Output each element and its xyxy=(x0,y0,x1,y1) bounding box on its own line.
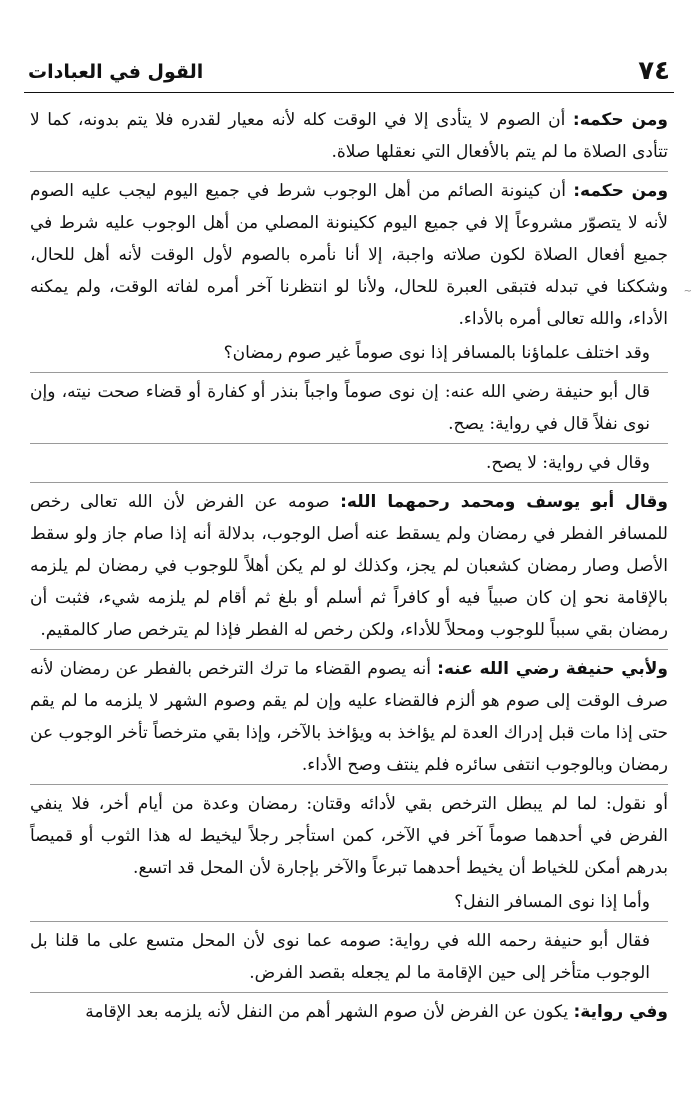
paragraph-lead: وقال أبو يوسف ومحمد رحمهما الله: xyxy=(340,492,668,512)
paragraph-separator xyxy=(30,171,668,172)
paragraph-10 xyxy=(30,925,668,989)
paragraph-text: وقال في رواية: لا يصح. xyxy=(485,453,650,473)
paragraph-lead: ومن حكمه: xyxy=(572,110,668,130)
paragraph-text: أن الصوم لا يتأدى إلا في الوقت كله لأنه معيار لقدره فلا يتم بدونه، كما لا تتأدى الصلاة ما لم يتم بالأفعال التي نعقلها صلاة. xyxy=(30,110,668,162)
paragraph-separator xyxy=(30,784,668,785)
paragraph-text: وأما إذا نوى المسافر النفل؟ xyxy=(454,892,650,912)
paragraph-11 xyxy=(30,996,668,1028)
paragraph-separator xyxy=(30,482,668,483)
running-title: القول في العبادات xyxy=(28,61,204,83)
header-rule xyxy=(24,92,674,93)
paragraph-text: وقد اختلف علماؤنا بالمسافر إذا نوى صوماً غير صوم رمضان؟ xyxy=(223,343,650,363)
paragraph-text: أو نقول: لما لم يبطل الترخص بقي لأدائه وقتان: رمضان وعدة من أيام أخر، فلا ينفي الفرض في أحدهما صوماً آخر في الآخر، كمن استأجر رجلاً ليخيط له هذا الثوب أو قميصاً بدرهم أمكن للخياط أن يخيط أحدهما تبرعاً والآخر بإجارة لأن المحل قد اتسع. xyxy=(30,794,668,878)
paragraph-text: صومه عن الفرض لأن الله تعالى رخص للمسافر الفطر في رمضان ولم يسقط عنه أصل الوجوب، بدلالة أنه إذا صام جاز ولو سقط الأصل وصار رمضان كشعبان لم يجز، وكذلك لو لم يكن أهلاً للوجوب في رمضان لم يلزمه بالإقامة نحو إن كان صبياً فيه أو كافراً ثم أسلم أو بلغ ثم أقام لم يلزمه شيء، فثبت أن رمضان بقي سبباً للوجوب ومحلاً للأداء، ولكن رخص له الفطر فإذا لم يترخص صار كالمقيم. xyxy=(30,492,668,640)
paragraph-separator xyxy=(30,921,668,922)
paragraph-4 xyxy=(30,376,668,440)
paragraph-1 xyxy=(30,104,668,168)
paragraph-lead: ومن حكمه: xyxy=(573,181,669,201)
paragraph-9 xyxy=(30,886,668,918)
paragraph-5 xyxy=(30,447,668,479)
paragraph-2 xyxy=(30,175,668,335)
paragraph-text: قال أبو حنيفة رضي الله عنه: إن نوى صوماً واجباً بنذر أو كفارة أو قضاء صحت نيته، وإن نوى نفلاً قال في رواية: يصح. xyxy=(30,382,650,434)
paragraph-separator xyxy=(30,992,668,993)
page-number: ٧٤ xyxy=(638,56,670,86)
paragraph-text: أن كينونة الصائم من أهل الوجوب شرط في جميع اليوم ليجب عليه الصوم لأنه لا يتصوّر مشروعاً إلا في جميع اليوم ككينونة المصلي من أهل الوجوب عليه شرط في جميع أفعال الصلاة لكون صلاته واجبة، إلا أنا نأمره بالصوم لأول الوقت لأنه أهل للحال، وشككنا في تبدله فتبقى العبرة للحال، ولأنا لو انتظرنا آخر أمره لفاته الوقت، ولم يمكنه الأداء، والله تعالى أمره بالأداء. xyxy=(30,181,668,329)
body-text xyxy=(30,104,668,1030)
paragraph-separator xyxy=(30,649,668,650)
paragraph-text: فقال أبو حنيفة رحمه الله في رواية: صومه عما نوى لأن المحل متسع على ما قلنا بل الوجوب متأخر إلى حين الإقامة ما لم يجعله بقصد الفرض. xyxy=(30,931,650,983)
paragraph-lead: وفي رواية: xyxy=(573,1002,668,1022)
paragraph-7 xyxy=(30,653,668,781)
paragraph-8 xyxy=(30,788,668,884)
paragraph-text: يكون عن الفرض لأن صوم الشهر أهم من النفل لأنه يلزمه بعد الإقامة xyxy=(85,1002,574,1022)
page-header xyxy=(28,50,670,90)
paragraph-separator xyxy=(30,443,668,444)
paragraph-text: أنه يصوم القضاء ما ترك الترخص بالفطر عن رمضان لأنه صرف الوقت إلى صوم هو ألزم فالقضاء عليه وإن لم يقم وصوم الشهر لا يلزمه ما لم يقم حتى إذا مات قبل إدراك العدة لم يؤاخذ به ويؤاخذ بالآخر، وإذا بقي مترخصاً تأخر الوجوب عن رمضان وبالوجوب انتفى سائره فلم ينتف وصح الأداء. xyxy=(30,659,668,775)
paragraph-separator xyxy=(30,372,668,373)
paragraph-lead: ولأبي حنيفة رضي الله عنه: xyxy=(437,659,668,679)
paragraph-3 xyxy=(30,337,668,369)
paragraph-6 xyxy=(30,486,668,646)
margin-mark: ~ xyxy=(683,286,692,297)
